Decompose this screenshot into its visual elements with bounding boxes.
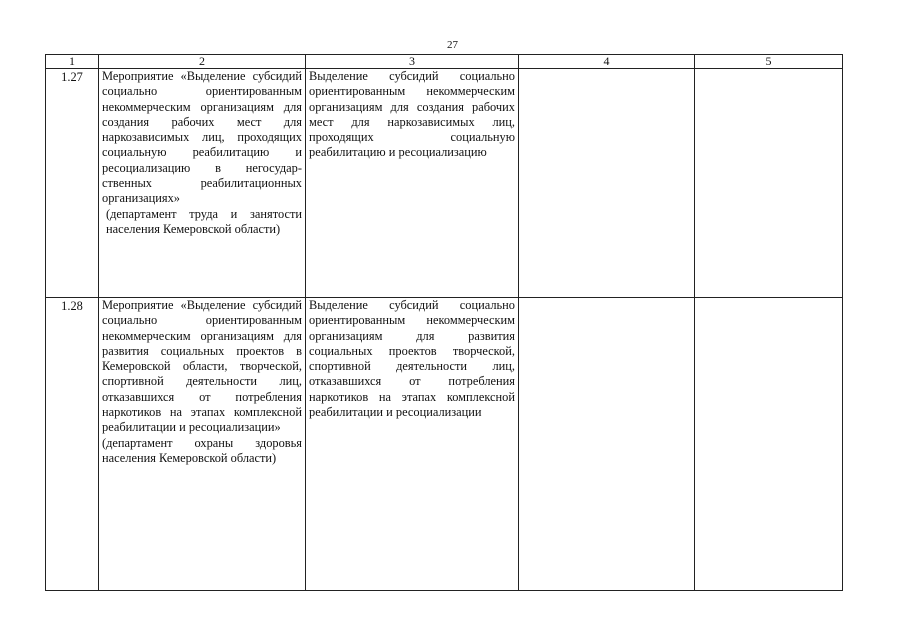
measures-table	[45, 54, 843, 591]
measure-description-cell	[99, 69, 306, 298]
measure-content-cell: Выделение субсидий социально ориентированным некоммерческим организациям для развития социальных проектов творческой, спортивной деятельности лиц, отказавшихся от потребления наркотиков на этапах комплексной реабилитации и ресоциализации	[306, 298, 519, 591]
measure-title: Мероприятие «Выделение субсидий социально ориентированным некоммерческим организациям для развития социальных проектов в Кемеровской области, творческой, спортивной деятельности лиц, отказавшихся от потребления наркотиков на этапах комплексной реабилитации и ресоциализации»	[102, 298, 302, 435]
header-cell-4: 4	[519, 55, 695, 69]
col5-cell	[695, 69, 843, 298]
table-row	[46, 298, 843, 591]
col4-cell	[519, 69, 695, 298]
col5-cell	[695, 298, 843, 591]
measure-description-cell	[99, 298, 306, 591]
measure-content-cell: Выделение субсидий социально ориентированным некоммерческим организациям для создания рабочих мест для наркозависимых лиц, проходящих социальную реабилитацию и ресоциализацию	[306, 69, 519, 298]
measure-title: Мероприятие «Выделение субсидий социально ориентированным некоммерческим организациям для создания рабочих мест для наркозависимых лиц, проходящих социальную реабилитацию и ресоциализацию в негосударственных реабилитационных организациях»	[102, 69, 302, 206]
table-header-row	[46, 55, 843, 69]
row-number: 1.28	[46, 298, 99, 591]
header-cell-2: 2	[99, 55, 306, 69]
table-row	[46, 69, 843, 298]
col4-cell	[519, 298, 695, 591]
header-cell-5: 5	[695, 55, 843, 69]
row-number: 1.27	[46, 69, 99, 298]
page-number: 27	[447, 39, 458, 51]
header-cell-1: 1	[46, 55, 99, 69]
header-cell-3: 3	[306, 55, 519, 69]
responsible-department: (департамент охраны здоровья населения Кемеровской области)	[102, 435, 302, 465]
responsible-department: (департамент труда и занятости населения Кемеровской области)	[106, 206, 302, 236]
